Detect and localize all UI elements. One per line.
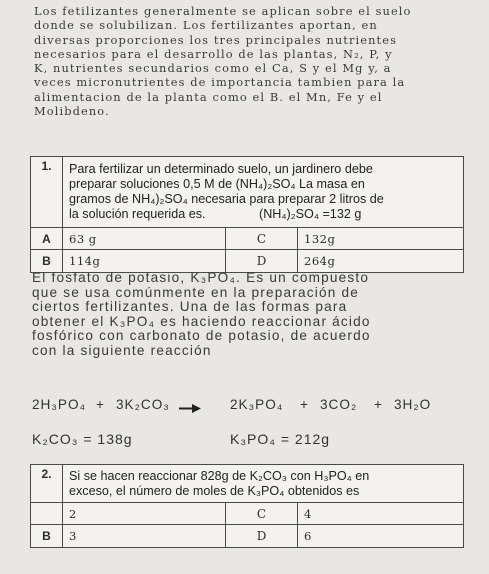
option-d-letter: D [226,525,298,548]
question-1-line: preparar soluciones 0,5 M de (NH₄)₂SO₄ La masa en [69,177,365,191]
option-d-value[interactable]: 6 [298,525,464,548]
option-a-letter [31,503,63,525]
intro-line: diversas proporciones los tres principales nutrientes [34,32,398,47]
intro-line: Molibdeno. [34,104,110,119]
paragraph-line: El fosfato de potasio, K₃PO₄. Es un compuesto [32,270,370,285]
option-d-value[interactable]: 264g [298,250,464,273]
paragraph-line: que se usa comúnmente en la preparación de [32,284,359,300]
intro-line: donde se solubilizan. Los fertilizantes aportan, en [34,18,378,33]
option-c-letter: C [226,503,298,525]
paragraph-line: obtener el K₃PO₄ es haciendo reaccionar ácido [32,313,371,329]
paragraph-line: con la siguiente reacción [32,342,212,358]
option-a-value[interactable]: 63 g [63,228,226,250]
question-1-prompt [63,157,464,228]
option-a-value[interactable]: 2 [63,503,226,525]
intro-line: alimentacion de la planta como el B. el Mn, Fe y el [34,89,383,104]
intro-line: necesarios para el desarrollo de las plantas, N₂, P, y [34,46,393,61]
molar-mass-k3po4: K₃PO₄ = 212g [230,431,331,447]
question-1-number: 1. [31,157,63,228]
plus-sign: + [374,397,383,412]
paragraph-line: ciertos fertilizantes. Una de las formas para [32,299,348,315]
phosphate-paragraph [32,271,472,359]
option-b-letter: B [31,250,63,273]
question-1-line: Para fertilizar un determinado suelo, un jardinero debe [69,162,373,176]
question-1-given-mass: (NH₄)₂SO₄ =132 g [259,207,362,221]
intro-line: K, nutrientes secundarios como el Ca, S y el Mg y, a [34,61,392,76]
reactant-k2co3: 3K₂CO₃ [116,397,170,412]
option-a-letter: A [31,228,63,250]
product-co2: 3CO₂ [320,397,358,412]
intro-paragraph [34,4,474,118]
plus-sign: + [96,397,105,412]
option-c-value[interactable]: 4 [298,503,464,525]
chemical-equation [32,397,472,417]
option-d-letter: D [226,250,298,273]
option-c-value[interactable]: 132g [298,228,464,250]
question-2-number: 2. [31,465,63,503]
question-1-line: gramos de NH₄)₂SO₄ necesaria para preparar 2 litros de [69,192,384,206]
question-1-line: la solución requerida es. [69,207,206,221]
option-b-value[interactable]: 3 [63,525,226,548]
intro-line: Los fetilizantes generalmente se aplican sobre el suelo [34,4,412,18]
question-2-prompt [63,465,464,503]
question-2-table [30,464,464,548]
question-2-line: Si se hacen reaccionar 828g de K₂CO₃ con H₃PO₄ en [69,468,370,483]
product-k3po4: 2K₃PO₄ [230,397,284,412]
option-c-letter: C [226,228,298,250]
product-h2o: 3H₂O [394,397,432,412]
reactant-h3po4: 2H₃PO₄ [32,397,87,412]
paragraph-line: fosfórico con carbonato de potasio, de acuerdo [32,328,371,344]
question-1-table [30,156,464,273]
reaction-arrow-icon [179,404,201,413]
option-b-letter: B [31,525,63,548]
intro-line: veces micronutrientes de importancia tambien para la [34,75,406,90]
question-2-line: exceso, el número de moles de K₃PO₄ obtenidos es [69,483,360,498]
option-b-value[interactable]: 114g [63,250,226,273]
molar-mass-k2co3: K₂CO₃ = 138g [32,431,133,447]
plus-sign: + [300,397,309,412]
